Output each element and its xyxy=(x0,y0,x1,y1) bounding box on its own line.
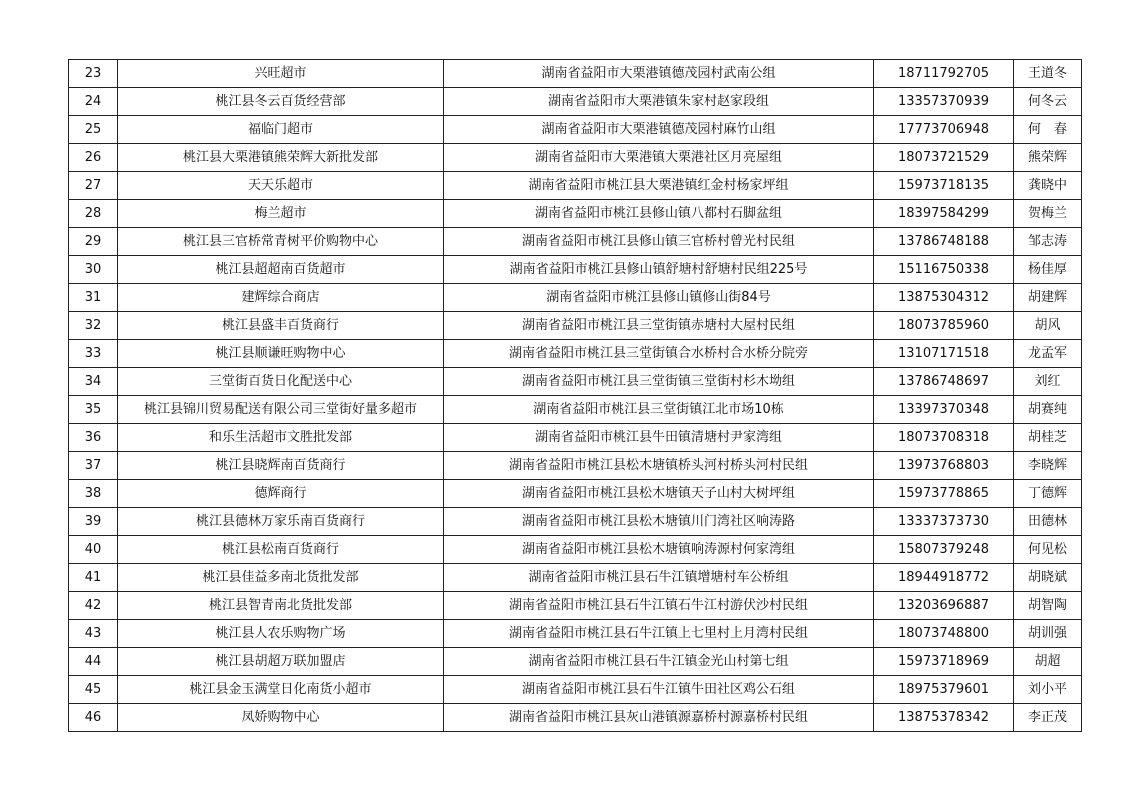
row-number-cell: 38 xyxy=(69,480,118,508)
table-row xyxy=(69,340,1082,368)
store-name-cell: 建辉综合商店 xyxy=(118,284,444,312)
phone-cell: 15807379248 xyxy=(874,536,1014,564)
store-name-cell: 凤娇购物中心 xyxy=(118,704,444,732)
address-cell: 湖南省益阳市桃江县灰山港镇源嘉桥村源嘉桥村民组 xyxy=(444,704,874,732)
row-number-cell: 34 xyxy=(69,368,118,396)
table-row xyxy=(69,284,1082,312)
phone-cell: 18073708318 xyxy=(874,424,1014,452)
store-name-cell: 桃江县德林万家乐南百货商行 xyxy=(118,508,444,536)
row-number-cell: 27 xyxy=(69,172,118,200)
address-cell: 湖南省益阳市桃江县松木塘镇天子山村大树坪组 xyxy=(444,480,874,508)
phone-cell: 18073785960 xyxy=(874,312,1014,340)
row-number-cell: 35 xyxy=(69,396,118,424)
phone-cell: 18397584299 xyxy=(874,200,1014,228)
store-name-cell: 桃江县金玉满堂日化南货小超市 xyxy=(118,676,444,704)
address-cell: 湖南省益阳市大栗港镇朱家村赵家段组 xyxy=(444,88,874,116)
store-name-cell: 桃江县佳益多南北货批发部 xyxy=(118,564,444,592)
address-cell: 湖南省益阳市桃江县三堂街镇合水桥村合水桥分院旁 xyxy=(444,340,874,368)
contact-person-cell: 何见松 xyxy=(1014,536,1082,564)
store-name-cell: 桃江县盛丰百货商行 xyxy=(118,312,444,340)
store-name-cell: 桃江县胡超万联加盟店 xyxy=(118,648,444,676)
address-cell: 湖南省益阳市桃江县修山镇三官桥村曾光村民组 xyxy=(444,228,874,256)
row-number-cell: 25 xyxy=(69,116,118,144)
store-roster-table xyxy=(68,59,1082,732)
table-row xyxy=(69,60,1082,88)
address-cell: 湖南省益阳市桃江县修山镇修山街84号 xyxy=(444,284,874,312)
phone-cell: 13786748188 xyxy=(874,228,1014,256)
phone-cell: 13203696887 xyxy=(874,592,1014,620)
address-cell: 湖南省益阳市桃江县牛田镇清塘村尹家湾组 xyxy=(444,424,874,452)
store-name-cell: 桃江县松南百货商行 xyxy=(118,536,444,564)
table-row xyxy=(69,116,1082,144)
address-cell: 湖南省益阳市桃江县松木塘镇川门湾社区响涛路 xyxy=(444,508,874,536)
address-cell: 湖南省益阳市桃江县石牛江镇增塘村车公桥组 xyxy=(444,564,874,592)
store-name-cell: 桃江县锦川贸易配送有限公司三堂街好量多超市 xyxy=(118,396,444,424)
contact-person-cell: 邹志涛 xyxy=(1014,228,1082,256)
row-number-cell: 42 xyxy=(69,592,118,620)
contact-person-cell: 王道冬 xyxy=(1014,60,1082,88)
phone-cell: 13107171518 xyxy=(874,340,1014,368)
table-row xyxy=(69,648,1082,676)
phone-cell: 18711792705 xyxy=(874,60,1014,88)
address-cell: 湖南省益阳市桃江县松木塘镇桥头河村桥头河村民组 xyxy=(444,452,874,480)
row-number-cell: 24 xyxy=(69,88,118,116)
row-number-cell: 32 xyxy=(69,312,118,340)
row-number-cell: 46 xyxy=(69,704,118,732)
store-name-cell: 桃江县顺谦旺购物中心 xyxy=(118,340,444,368)
phone-cell: 13397370348 xyxy=(874,396,1014,424)
phone-cell: 13357370939 xyxy=(874,88,1014,116)
row-number-cell: 36 xyxy=(69,424,118,452)
address-cell: 湖南省益阳市桃江县松木塘镇响涛源村何家湾组 xyxy=(444,536,874,564)
store-name-cell: 德辉商行 xyxy=(118,480,444,508)
row-number-cell: 33 xyxy=(69,340,118,368)
address-cell: 湖南省益阳市大栗港镇大栗港社区月亮屋组 xyxy=(444,144,874,172)
address-cell: 湖南省益阳市桃江县石牛江镇金光山村第七组 xyxy=(444,648,874,676)
table-row xyxy=(69,228,1082,256)
contact-person-cell: 李正茂 xyxy=(1014,704,1082,732)
table-row xyxy=(69,256,1082,284)
table-row xyxy=(69,396,1082,424)
address-cell: 湖南省益阳市桃江县石牛江镇上七里村上月湾村民组 xyxy=(444,620,874,648)
row-number-cell: 23 xyxy=(69,60,118,88)
contact-person-cell: 胡晓斌 xyxy=(1014,564,1082,592)
table-row xyxy=(69,564,1082,592)
phone-cell: 18944918772 xyxy=(874,564,1014,592)
contact-person-cell: 胡桂芝 xyxy=(1014,424,1082,452)
contact-person-cell: 胡训强 xyxy=(1014,620,1082,648)
row-number-cell: 26 xyxy=(69,144,118,172)
contact-person-cell: 龙孟军 xyxy=(1014,340,1082,368)
phone-cell: 18073748800 xyxy=(874,620,1014,648)
contact-person-cell: 龚晓中 xyxy=(1014,172,1082,200)
contact-person-cell: 丁德辉 xyxy=(1014,480,1082,508)
phone-cell: 15973718969 xyxy=(874,648,1014,676)
phone-cell: 13875378342 xyxy=(874,704,1014,732)
contact-person-cell: 何 春 xyxy=(1014,116,1082,144)
table-row xyxy=(69,368,1082,396)
store-name-cell: 桃江县冬云百货经营部 xyxy=(118,88,444,116)
row-number-cell: 41 xyxy=(69,564,118,592)
contact-person-cell: 胡赛纯 xyxy=(1014,396,1082,424)
row-number-cell: 28 xyxy=(69,200,118,228)
address-cell: 湖南省益阳市桃江县石牛江镇石牛江村游伏沙村民组 xyxy=(444,592,874,620)
store-name-cell: 桃江县超超南百货超市 xyxy=(118,256,444,284)
row-number-cell: 43 xyxy=(69,620,118,648)
address-cell: 湖南省益阳市桃江县大栗港镇红金村杨家坪组 xyxy=(444,172,874,200)
address-cell: 湖南省益阳市大栗港镇德茂园村麻竹山组 xyxy=(444,116,874,144)
table-row xyxy=(69,620,1082,648)
table-row xyxy=(69,676,1082,704)
contact-person-cell: 田德林 xyxy=(1014,508,1082,536)
store-name-cell: 桃江县人农乐购物广场 xyxy=(118,620,444,648)
phone-cell: 17773706948 xyxy=(874,116,1014,144)
contact-person-cell: 胡风 xyxy=(1014,312,1082,340)
table-row xyxy=(69,536,1082,564)
table-row xyxy=(69,312,1082,340)
contact-person-cell: 李晓辉 xyxy=(1014,452,1082,480)
table-row xyxy=(69,424,1082,452)
store-name-cell: 和乐生活超市文胜批发部 xyxy=(118,424,444,452)
row-number-cell: 31 xyxy=(69,284,118,312)
address-cell: 湖南省益阳市桃江县三堂街镇三堂街村杉木坳组 xyxy=(444,368,874,396)
row-number-cell: 39 xyxy=(69,508,118,536)
table-row xyxy=(69,88,1082,116)
contact-person-cell: 胡建辉 xyxy=(1014,284,1082,312)
row-number-cell: 45 xyxy=(69,676,118,704)
table-row xyxy=(69,592,1082,620)
address-cell: 湖南省益阳市桃江县修山镇八都村石脚盆组 xyxy=(444,200,874,228)
phone-cell: 13337373730 xyxy=(874,508,1014,536)
store-name-cell: 三堂街百货日化配送中心 xyxy=(118,368,444,396)
row-number-cell: 29 xyxy=(69,228,118,256)
phone-cell: 18975379601 xyxy=(874,676,1014,704)
store-name-cell: 桃江县晓辉南百货商行 xyxy=(118,452,444,480)
table-row xyxy=(69,480,1082,508)
table-row xyxy=(69,172,1082,200)
address-cell: 湖南省益阳市桃江县三堂街镇江北市场10栋 xyxy=(444,396,874,424)
store-name-cell: 桃江县三官桥常青树平价购物中心 xyxy=(118,228,444,256)
phone-cell: 13875304312 xyxy=(874,284,1014,312)
store-name-cell: 桃江县大栗港镇熊荣辉大新批发部 xyxy=(118,144,444,172)
store-name-cell: 天天乐超市 xyxy=(118,172,444,200)
contact-person-cell: 何冬云 xyxy=(1014,88,1082,116)
phone-cell: 15973778865 xyxy=(874,480,1014,508)
phone-cell: 15973718135 xyxy=(874,172,1014,200)
table-row xyxy=(69,704,1082,732)
row-number-cell: 30 xyxy=(69,256,118,284)
phone-cell: 13786748697 xyxy=(874,368,1014,396)
contact-person-cell: 刘小平 xyxy=(1014,676,1082,704)
contact-person-cell: 胡超 xyxy=(1014,648,1082,676)
row-number-cell: 44 xyxy=(69,648,118,676)
address-cell: 湖南省益阳市桃江县修山镇舒塘村舒塘村民组225号 xyxy=(444,256,874,284)
contact-person-cell: 胡智陶 xyxy=(1014,592,1082,620)
phone-cell: 13973768803 xyxy=(874,452,1014,480)
store-name-cell: 福临门超市 xyxy=(118,116,444,144)
table-row xyxy=(69,144,1082,172)
contact-person-cell: 熊荣辉 xyxy=(1014,144,1082,172)
address-cell: 湖南省益阳市大栗港镇德茂园村武南公组 xyxy=(444,60,874,88)
contact-person-cell: 杨佳厚 xyxy=(1014,256,1082,284)
table-row xyxy=(69,200,1082,228)
table-row xyxy=(69,452,1082,480)
phone-cell: 18073721529 xyxy=(874,144,1014,172)
table-body xyxy=(69,60,1082,732)
phone-cell: 15116750338 xyxy=(874,256,1014,284)
row-number-cell: 40 xyxy=(69,536,118,564)
address-cell: 湖南省益阳市桃江县三堂街镇赤塘村大屋村民组 xyxy=(444,312,874,340)
contact-person-cell: 贺梅兰 xyxy=(1014,200,1082,228)
store-name-cell: 梅兰超市 xyxy=(118,200,444,228)
row-number-cell: 37 xyxy=(69,452,118,480)
store-name-cell: 桃江县智青南北货批发部 xyxy=(118,592,444,620)
store-name-cell: 兴旺超市 xyxy=(118,60,444,88)
table-row xyxy=(69,508,1082,536)
address-cell: 湖南省益阳市桃江县石牛江镇牛田社区鸡公石组 xyxy=(444,676,874,704)
contact-person-cell: 刘红 xyxy=(1014,368,1082,396)
